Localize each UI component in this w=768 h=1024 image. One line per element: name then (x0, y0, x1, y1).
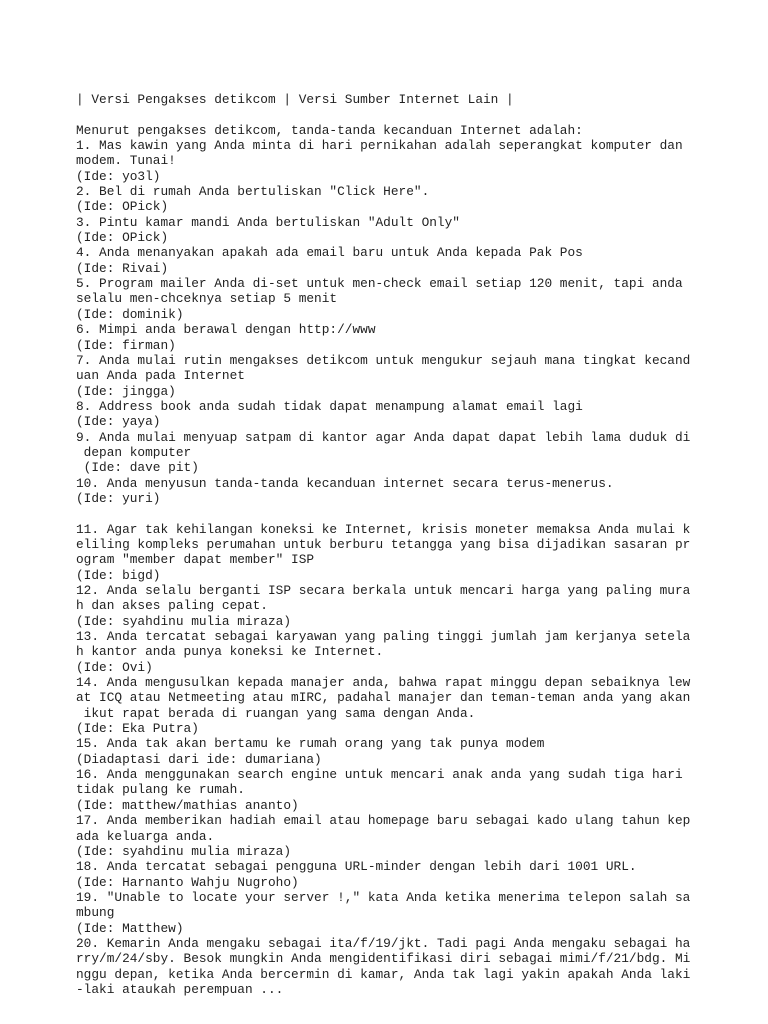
text-line: (Ide: Harnanto Wahju Nugroho) (76, 874, 299, 890)
version-header: | Versi Pengakses detikcom | Versi Sumber Internet Lain | (76, 92, 514, 107)
blank-line (76, 506, 700, 521)
text-line: ogram "member dapat member" ISP (76, 552, 315, 568)
text-line: (Ide: Matthew) (76, 920, 184, 936)
text-line: 18. Anda tercatat sebagai pengguna URL-minder dengan lebih dari 1001 URL. (76, 859, 637, 875)
text-line: ikut rapat berada di ruangan yang sama dengan Anda. (76, 705, 476, 721)
text-line: 17. Anda memberikan hadiah email atau homepage baru sebagai kado ulang tahun kep (76, 813, 691, 829)
text-line: eliling kompleks perumahan untuk berburu tetangga yang bisa dijadikan sasaran pr (76, 536, 691, 552)
text-line: 9. Anda mulai menyuap satpam di kantor agar Anda dapat dapat lebih lama duduk di (76, 429, 691, 445)
text-line: 15. Anda tak akan bertamu ke rumah orang yang tak punya modem (76, 736, 545, 752)
document-text (76, 92, 700, 997)
text-line: 14. Anda mengusulkan kepada manajer anda, bahwa rapat minggu depan sebaiknya lew (76, 675, 691, 691)
text-line: (Ide: OPick) (76, 199, 169, 215)
text-line: (Ide: bigd) (76, 567, 161, 583)
text-line: tidak pulang ke rumah. (76, 782, 245, 798)
text-line: (Ide: syahdinu mulia miraza) (76, 613, 292, 629)
text-line: (Ide: matthew/mathias ananto) (76, 797, 299, 813)
text-line: (Ide: Eka Putra) (76, 721, 199, 737)
text-line: nggu depan, ketika Anda bercermin di kamar, Anda tak lagi yakin apakah Anda laki (76, 966, 691, 982)
text-line: (Ide: Ovi) (76, 659, 153, 675)
text-line: (Ide: OPick) (76, 230, 169, 246)
text-line: 7. Anda mulai rutin mengakses detikcom untuk mengukur sejauh mana tingkat kecand (76, 352, 691, 368)
text-line: mbung (76, 905, 115, 921)
text-line: ada keluarga anda. (76, 828, 215, 844)
text-line: 6. Mimpi anda berawal dengan http://www (76, 322, 376, 338)
text-line: (Ide: Rivai) (76, 260, 169, 276)
text-line: 20. Kemarin Anda mengaku sebagai ita/f/19/jkt. Tadi pagi Anda mengaku sebagai ha (76, 935, 691, 951)
list-block-1 (76, 138, 700, 506)
text-line: 12. Anda selalu berganti ISP secara berkala untuk mencari harga yang paling mura (76, 583, 691, 598)
text-line: 1. Mas kawin yang Anda minta di hari pernikahan adalah seperangkat komputer dan (76, 138, 683, 154)
text-line: (Ide: yuri) (76, 490, 161, 506)
text-line: 3. Pintu kamar mandi Anda bertuliskan "Adult Only" (76, 214, 460, 230)
text-line: 16. Anda menggunakan search engine untuk mencari anak anda yang sudah tiga hari (76, 767, 683, 783)
text-line: depan komputer (76, 444, 192, 460)
text-line: modem. Tunai! (76, 153, 176, 169)
text-line: (Diadaptasi dari ide: dumariana) (76, 751, 322, 767)
text-line: (Ide: yo3l) (76, 168, 161, 184)
text-line: (Ide: firman) (76, 337, 176, 353)
text-line: (Ide: jingga) (76, 383, 176, 399)
text-line: (Ide: syahdinu mulia miraza) (76, 843, 292, 859)
text-line: selalu men-chceknya setiap 5 menit (76, 291, 338, 307)
text-line: rry/m/24/sby. Besok mungkin Anda mengidentifikasi diri sebagai mimi/f/21/bdg. Mi (76, 951, 691, 967)
list-block-2 (76, 522, 700, 998)
text-line: h kantor anda punya koneksi ke Internet. (76, 644, 384, 660)
text-line: 8. Address book anda sudah tidak dapat menampung alamat email lagi (76, 398, 583, 414)
text-line: 10. Anda menyusun tanda-tanda kecanduan internet secara terus-menerus. (76, 475, 614, 491)
blank-line (76, 107, 700, 122)
text-line: h dan akses paling cepat. (76, 598, 268, 614)
text-line: (Ide: dominik) (76, 306, 184, 322)
text-line: -laki ataukah perempuan ... (76, 981, 284, 997)
text-line: 2. Bel di rumah Anda bertuliskan "Click Here". (76, 184, 430, 200)
text-line: at ICQ atau Netmeeting atau mIRC, padahal manajer dan teman-teman anda yang akan (76, 690, 691, 706)
text-line: 5. Program mailer Anda di-set untuk men-check email setiap 120 menit, tapi anda (76, 276, 683, 292)
text-line: 13. Anda tercatat sebagai karyawan yang paling tinggi jumlah jam kerjanya setela (76, 629, 691, 645)
intro-text: Menurut pengakses detikcom, tanda-tanda kecanduan Internet adalah: (76, 122, 583, 138)
text-line: 19. "Unable to locate your server !," kata Anda ketika menerima telepon salah sa (76, 889, 691, 905)
text-line: (Ide: dave pit) (76, 460, 199, 476)
text-line: 11. Agar tak kehilangan koneksi ke Internet, krisis moneter memaksa Anda mulai k (76, 521, 691, 537)
text-line: 4. Anda menanyakan apakah ada email baru untuk Anda kepada Pak Pos (76, 245, 583, 261)
text-line: uan Anda pada Internet (76, 368, 245, 384)
text-line: (Ide: yaya) (76, 414, 161, 430)
